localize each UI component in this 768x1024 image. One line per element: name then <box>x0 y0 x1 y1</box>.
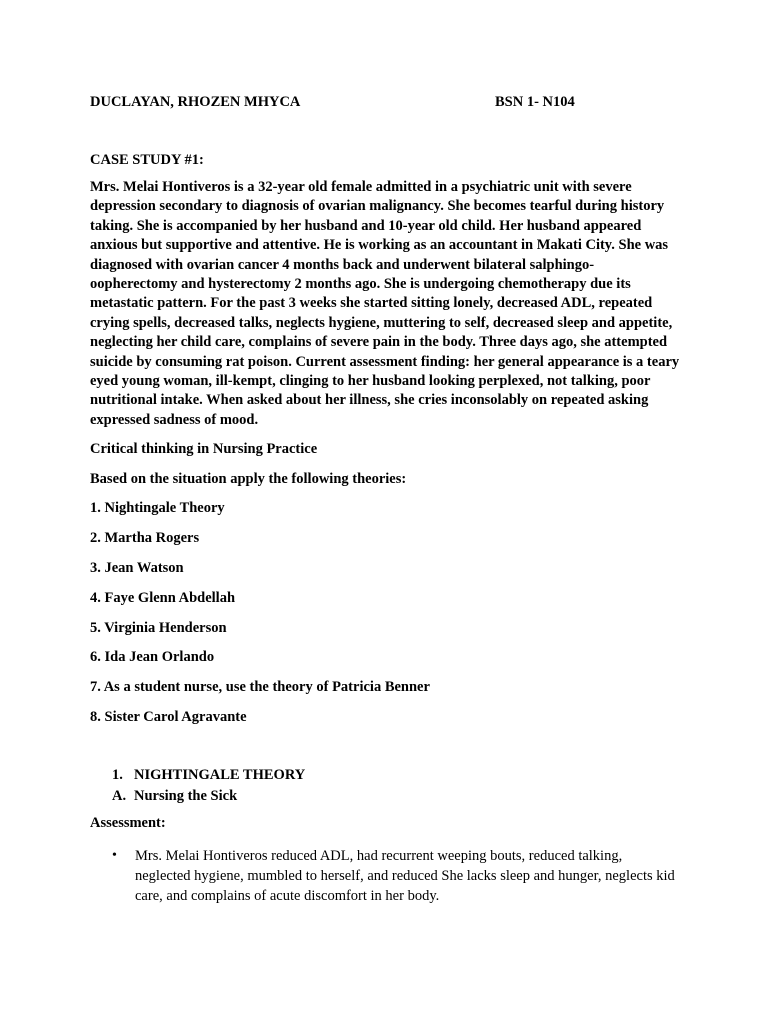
subsection-heading <box>90 786 680 807</box>
theory-item-3: 3. Jean Watson <box>90 560 184 577</box>
student-name: DUCLAYAN, RHOZEN MHYCA <box>90 94 301 110</box>
assessment-bullet-text: Mrs. Melai Hontiveros reduced ADL, had recurrent weeping bouts, reduced talking, neglected hygiene, mumbled to herself, and reduced She lacks sleep and hunger, neglects kid care, and complains of acute discomfort in her body. <box>135 847 675 904</box>
subsection-letter: A. <box>112 787 127 804</box>
subsection-title: Nursing the Sick <box>134 787 238 804</box>
document-page <box>90 94 680 906</box>
bullet-icon: • <box>112 847 117 863</box>
theory-item-8: 8. Sister Carol Agravante <box>90 709 247 726</box>
section-heading <box>90 765 680 786</box>
section-number: 1. <box>112 767 123 784</box>
critical-thinking-heading: Critical thinking in Nursing Practice <box>90 441 318 458</box>
theory-item-2: 2. Martha Rogers <box>90 530 200 547</box>
theory-item-4: 4. Faye Glenn Abdellah <box>90 589 236 606</box>
case-description: Mrs. Melai Hontiveros is a 32-year old female admitted in a psychiatric unit with severe depression secondary to diagnosis of ovarian malignancy. She becomes tearful during history taking. She is accompanied by her husband and 10-year old child. Her husband appeared anxious but supportive and attentive. He is working as an accountant in Makati City. She was diagnosed with ovarian cancer 4 months back and underwent bilateral salphingo-oopherectomy and hysterectomy 2 months ago. She is undergoing chemotherapy due its metastatic pattern. For the past 3 weeks she started sitting lonely, decreased ADL, repeated crying spells, decreased talks, neglects hygiene, muttering to self, decreased sleep and appetite, neglecting her child care, complains of severe pain in the body. Three days ago, she attempted suicide by consuming rat poison. Current assessment finding: her general appearance is a teary eyed young woman, ill-kempt, clinging to her husband looking perplexed, not talking, poor nutritional intake. When asked about her illness, she cries inconsolably on repeated asking expressed sadness of mood. <box>90 179 680 428</box>
course-code: BSN 1- N104 <box>495 94 575 110</box>
theory-item-1: 1. Nightingale Theory <box>90 500 225 517</box>
instruction-text: Based on the situation apply the following theories: <box>90 470 407 487</box>
case-study-title: CASE STUDY #1: <box>90 152 204 168</box>
assessment-label: Assessment: <box>90 815 166 832</box>
theory-item-7: 7. As a student nurse, use the theory of Patricia Benner <box>90 679 430 696</box>
document-header <box>90 94 680 114</box>
nightingale-section <box>90 765 680 905</box>
theory-item-6: 6. Ida Jean Orlando <box>90 649 215 666</box>
assessment-bullet <box>90 846 680 906</box>
theory-item-5: 5. Virginia Henderson <box>90 619 227 636</box>
section-title: NIGHTINGALE THEORY <box>134 767 306 784</box>
theory-list <box>90 499 680 727</box>
